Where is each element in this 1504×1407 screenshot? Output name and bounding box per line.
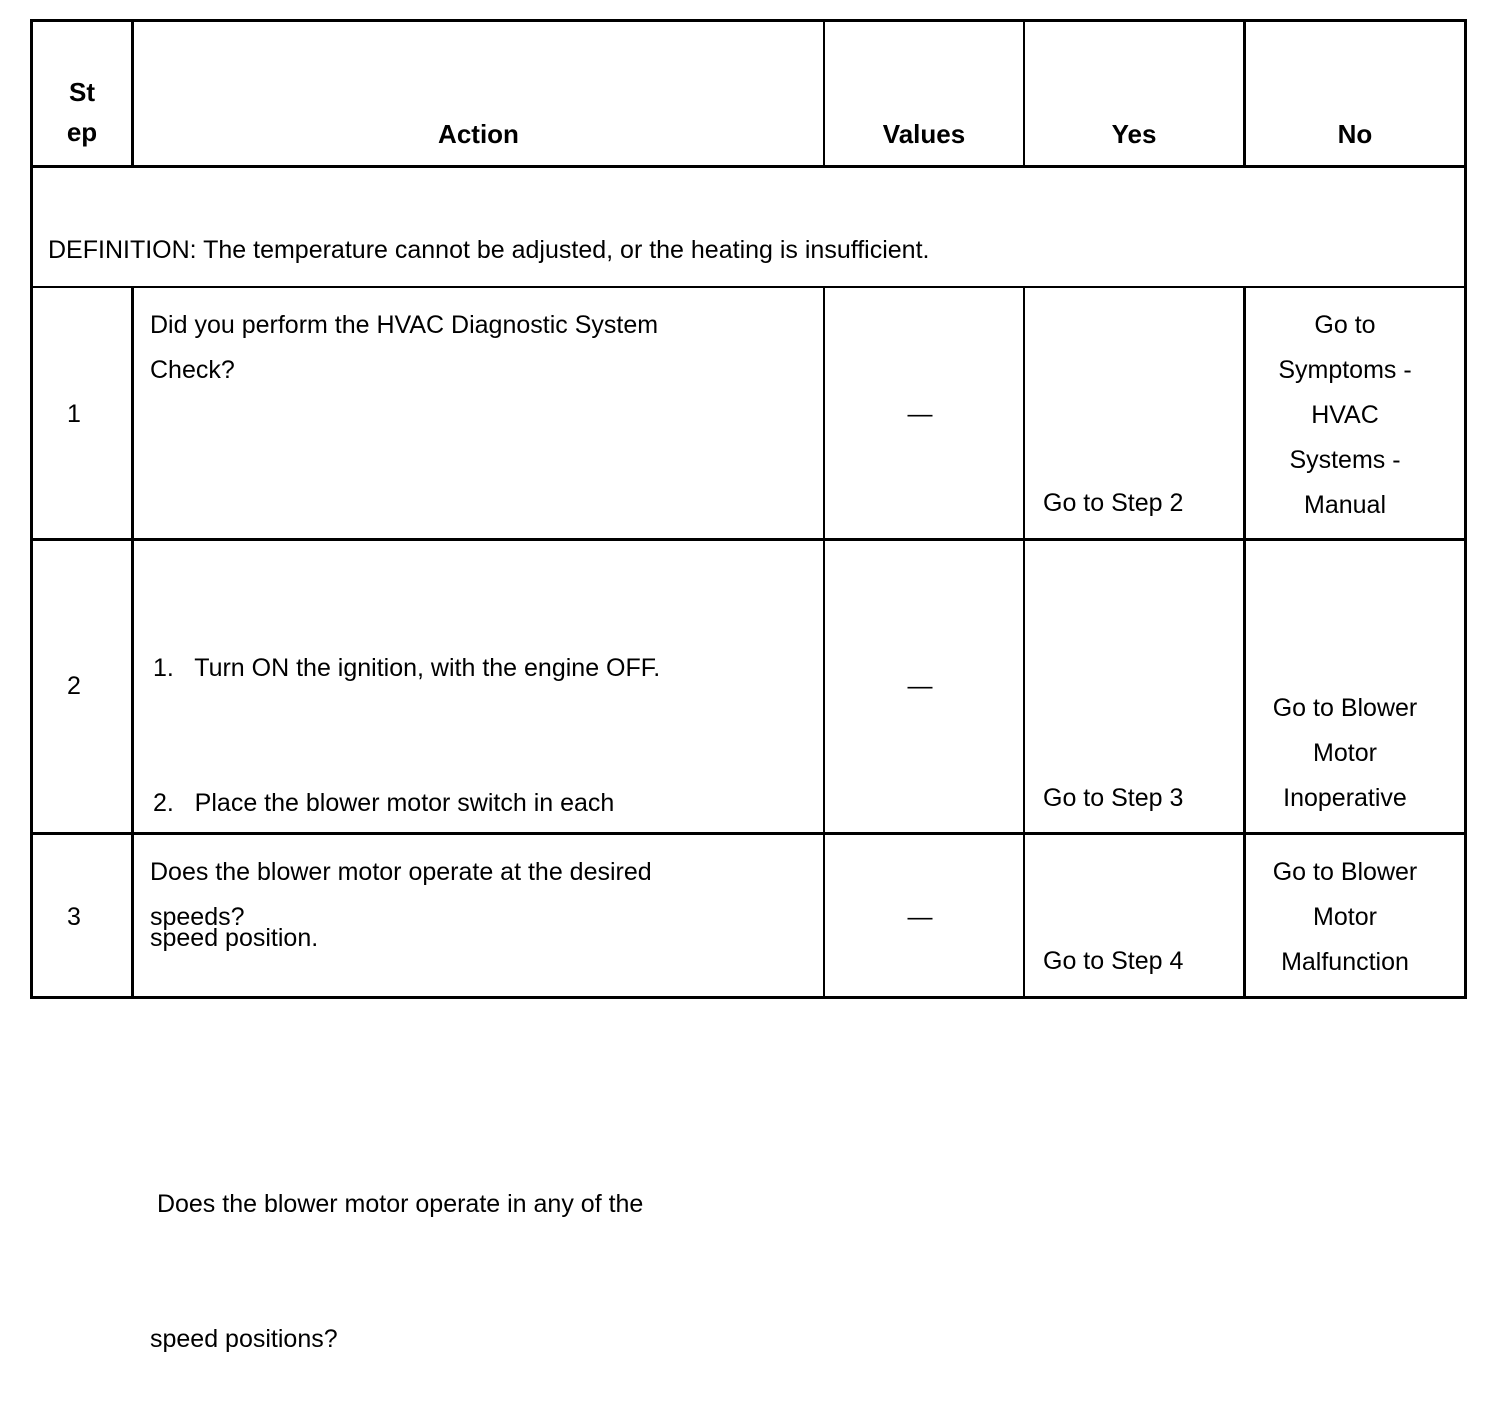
action-text [150,850,652,940]
no-line: Inoperative [1283,784,1407,812]
no-line: Motor [1313,903,1377,931]
no-link[interactable] [1246,686,1444,821]
column-divider [131,287,134,999]
no-line: Systems - [1289,446,1401,474]
no-link[interactable] [1246,303,1444,528]
action-line: 2. Place the blower motor switch in each [153,789,615,817]
action-line: Does the blower motor operate at the desired [150,858,652,886]
no-line: Manual [1304,491,1386,519]
no-line: HVAC [1311,401,1379,429]
yes-link[interactable]: Go to Step 4 [1043,947,1184,975]
action-text [150,303,658,393]
action-line: Check? [150,356,235,384]
values-text: — [907,903,933,931]
no-line: Motor [1313,739,1377,767]
row-divider [30,165,1467,168]
values-text: — [907,400,933,428]
header-step [33,72,131,152]
action-line: 1. Turn ON the ignition, with the engine OFF. [153,654,661,682]
action-line: Did you perform the HVAC Diagnostic System [150,311,659,339]
action-line: speeds? [150,903,245,931]
no-link[interactable] [1246,850,1444,985]
action-text [150,556,660,1407]
action-line: Does the blower motor operate in any of the [150,1190,644,1218]
no-line: Go to Blower [1272,694,1418,722]
no-line: Go to Blower [1272,858,1418,886]
header-action: Action [438,119,519,149]
header-yes: Yes [1111,119,1157,149]
action-line: speed position. [150,924,319,952]
column-divider [1023,287,1025,999]
no-line: Symptoms - [1278,356,1412,384]
header-step-line2: ep [66,117,98,147]
header-values: Values [882,119,966,149]
step-number: 2 [67,672,81,700]
yes-link[interactable]: Go to Step 3 [1043,784,1184,812]
step-number: 3 [67,903,81,931]
step-number: 1 [67,400,81,428]
definition-text: DEFINITION: The temperature cannot be adjusted, or the heating is insufficient. [48,236,930,264]
header-no: No [1337,119,1373,149]
no-line: Go to [1314,311,1376,339]
values-text: — [907,672,933,700]
yes-link[interactable]: Go to Step 2 [1043,489,1184,517]
header-step-line1: St [69,77,95,107]
row-divider [30,286,1467,288]
action-line: speed positions? [150,1325,338,1353]
row-divider [30,538,1467,541]
no-line: Malfunction [1281,948,1409,976]
blank-line [150,1051,660,1092]
